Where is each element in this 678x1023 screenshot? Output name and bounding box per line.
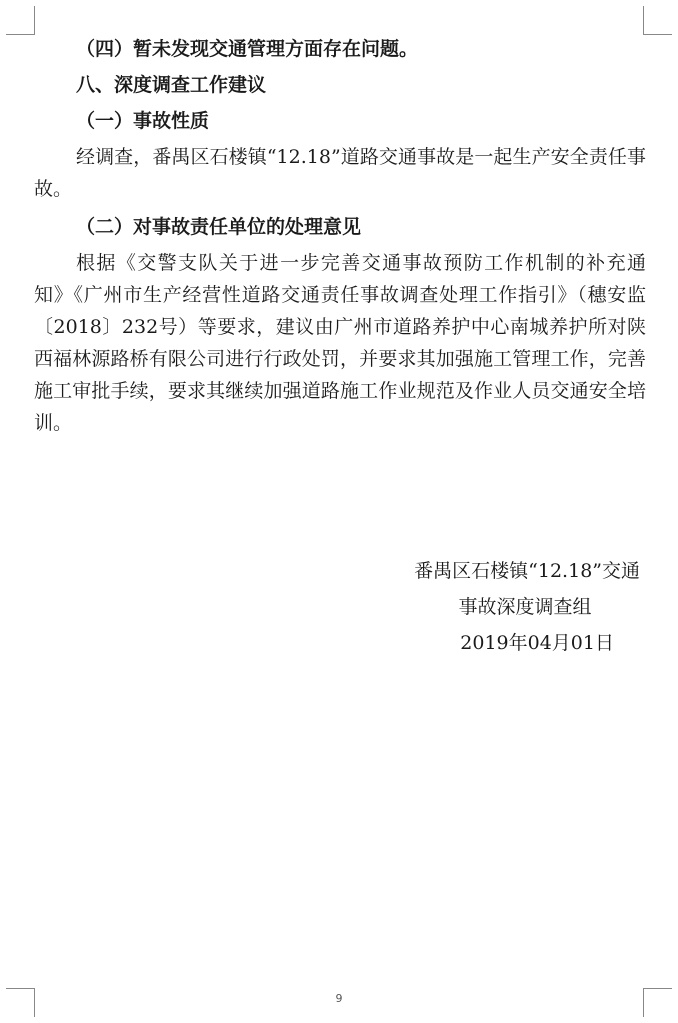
crop-mark-top-left — [6, 6, 35, 35]
subsection-2-text: 根据《交警支队关于进一步完善交通事故预防工作机制的补充通知》《广州市生产经营性道路交通责任事故调查处理工作指引》（穗安监〔2018〕232号）等要求，建议由广州市道路养护中心南城养护所对陕西福林源路桥有限公司进行行政处罚，并要求其加强施工管理工作，完善施工审批手续，要求其继续加强道路施工作业规范及作业人员交通安全培训。 — [34, 252, 646, 434]
signature-org-line2: 事故深度调查组 — [458, 596, 592, 618]
document-body — [34, 33, 646, 439]
subsection-2-heading: （二）对事故责任单位的处理意见 — [76, 216, 362, 238]
signature-date: 2019年04月01日 — [460, 632, 614, 654]
section-8-heading: 八、深度调查工作建议 — [76, 74, 267, 96]
crop-mark-top-right — [643, 6, 672, 35]
page-number: 9 — [335, 992, 343, 1005]
subsection-1-heading: （一）事故性质 — [76, 110, 210, 132]
signature-block — [370, 553, 640, 661]
item-4-heading: （四）暂未发现交通管理方面存在问题。 — [76, 38, 419, 60]
subsection-1-text: 经调查，番禺区石楼镇“12.18”道路交通事故是一起生产安全责任事故。 — [34, 146, 646, 200]
signature-org-line1: 番禺区石楼镇“12.18”交通 — [414, 560, 640, 582]
